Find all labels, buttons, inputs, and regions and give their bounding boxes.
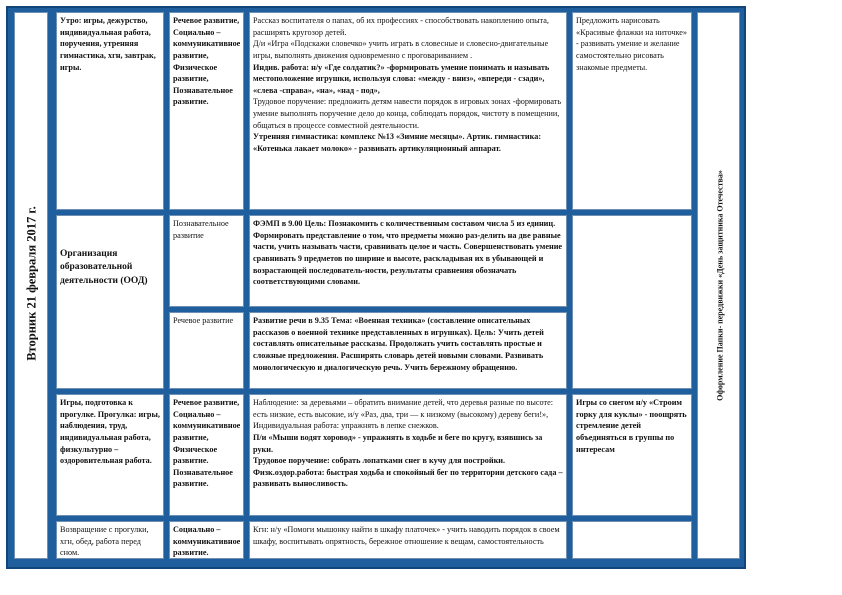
row2-content-1-text: ФЭМП в 9.00 Цель: Познакомить с количественным составом числа 5 из единиц. Формировать представление о том, что предметы можно раз-делить на две равные части, учить называть части, сравнивать целое и часть. Совершенствовать умение сравнивать 9 предметов по ширине и высоте, раскладывая их в убывающей и возрастающей последователь-ности, результаты сравнения обозначать соответствующими словами. [253,219,563,287]
parents-work-label: Оформление Папки- передвижки «День защитника Отечества» [715,170,725,401]
row1-content-p5: Утренняя гимнастика: комплекс №13 «Зимние месяцы». Артик. гимнастика: «Котенька лакает молоко» - развивать артикуляционный аппарат. [253,132,542,154]
row3-content-p1: Наблюдение: за деревьями – обратить внимание детей, что деревья разные по высоте: есть низкие, есть высокие, и/у «Раз, два, три — к низкому (высокому) дереву беги!», Индивидуальная работа: упражнять в лепке снежков. [253,398,553,431]
date-label: Вторник 21 февраля 2017 г. [24,206,39,361]
row2-content-2-text: Развитие речи в 9.35 Тема: «Военная техника» (составление описательных рассказов о военной технике представленных в игрушках). Цель: Учить детей составлять описательные рассказы. Продолжать учить составлять простые и сложные предложения. Расширять словарь детей новыми словами. Развивать монологическую и диалогическую речь. Учить бережному обращению. [253,316,544,372]
row4-regime-text: Возвращение с прогулки, хгн, обед, работа перед сном. [60,525,149,558]
row1-areas [169,12,244,210]
row1-areas-text: Речевое развитие, Социально – коммуникативное развитие, Физическое развитие, Познавательное развитие. [173,16,241,107]
row1-regime [56,12,164,210]
row4-areas [169,521,244,559]
row4-activity [572,521,692,559]
row3-areas-text: Речевое развитие, Социально – коммуникативное развитие, Физическое развитие. Познавательное развитие. [173,398,241,489]
row3-content-p3: Трудовое поручение: собрать лопатками снег в кучу для постройки. [253,456,506,466]
parents-work-cell [697,12,740,559]
row2-regime-text: Организация образовательной деятельности (ООД) [60,249,148,286]
row1-content-p3: Индив. работа: н/у «Где солдатик?» -формировать умение понимать и называть местоположение игрушки, используя слова: «между - вниз», «впереди - сзади», «слева -справа», «на», «над - под», [253,62,550,95]
row3-activity [572,394,692,516]
row1-content [249,12,567,210]
row2-content-2 [249,312,567,389]
row4-content-text: Кгн: н/у «Помоги мышонку найти в шкафу платочек» - учить наводить порядок в своем шкафу, воспитывать опрятность, бережное отношение к вещам, самостоятельность [253,525,560,546]
row4-areas-text: Социально – коммуникативное развитие. [173,525,241,558]
row3-content-p4: Физк.оздор.работа: быстрая ходьба и спокойный бег по территории детского сада – развивать выносливость. [253,467,563,489]
date-cell [14,12,48,559]
row1-content-p1: Рассказ воспитателя о папах, об их профессиях - способствовать накоплению опыта, расширять кругозор детей. [253,16,549,37]
row1-activity-text: Предложить нарисовать «Красивые флажки на ниточке» - развивать умение и желание самостоятельно рисовать знакомые предметы. [576,16,688,72]
row3-areas [169,394,244,516]
row2-areas-2 [169,312,244,389]
row2-activity [572,215,692,389]
row1-activity [572,12,692,210]
row3-content [249,394,567,516]
row1-content-p2: Д/и «Игра «Подскажи словечко» учить играть в словесные и словесно-двигательные игры, выполнять движения одновременно с проговариванием . [253,39,549,60]
row2-areas-2-text: Речевое развитие [173,316,234,325]
row1-content-p4: Трудовое поручение: предложить детям навести порядок в игровых зонах -формировать умение выполнять поручение дело до конца, соблюдать порядок, чистоту в помещении, общаться в процессе совместной деятельности. [253,97,562,130]
row4-regime [56,521,164,559]
row1-regime-text: Утро: игры, дежурство, индивидуальная работа, поручения, утренняя гимнастика, хгн, завтрак, игры. [60,16,156,72]
row3-activity-text: Игры со снегом н/у «Строим горку для куклы» - поощрять стремление детей объединяться в группы по интересам [576,398,687,454]
row3-content-p2: П/и «Мыши водят хоровод» - упражнять в ходьбе и беге по кругу, взявшись за руки. [253,432,543,454]
row2-regime [56,215,164,389]
row2-areas-1-text: Познавательное развитие [173,219,229,240]
row2-content-1 [249,215,567,307]
row3-regime-text: Игры, подготовка к прогулке. Прогулка: игры, наблюдения, труд, индивидуальная работа, физкультурно – оздоровительная работа. [60,398,160,466]
row3-regime [56,394,164,516]
row2-areas-1 [169,215,244,307]
row4-content [249,521,567,559]
